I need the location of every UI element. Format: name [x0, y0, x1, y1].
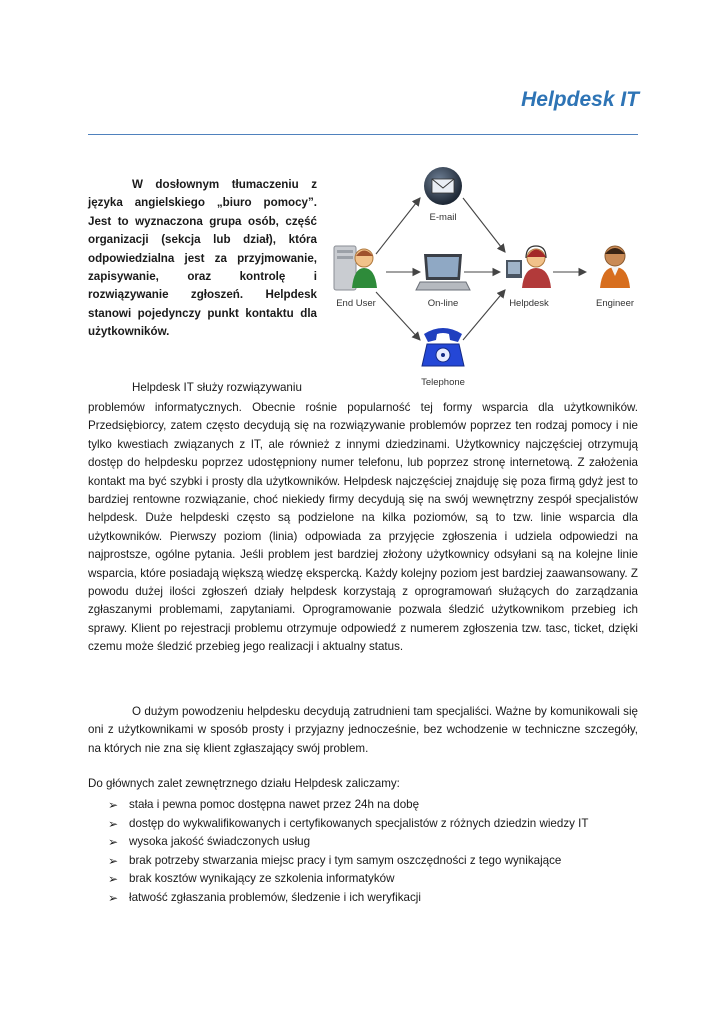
diagram-label-end-user: End User: [336, 298, 376, 309]
list-item: [108, 889, 588, 908]
flow-arrows: [376, 198, 586, 340]
telephone-icon: [422, 328, 464, 366]
helpdesk-diagram: [328, 162, 644, 394]
arrow-bullet-icon: ➢: [108, 890, 119, 905]
paragraph-1: problemów informatycznych. Obecnie rośnie popularność tej formy wsparcia dla użytkowników. Przedsiębiorcy, zatem często decydują się na rozwiązywanie problemów poprzez ten rodzaj pomocy i nie tylko kwestiach związanych z IT, ale również z innymi dziedzinami. Użytkownicy najczęściej otrzymują dostęp do helpdesku poprzez udostępniony numer telefonu, lub poprzez stronę internetową. Z założenia kontakt ma być szybki i prosty dla użytkowników. Helpdesk najczęściej znajduję się poza firmą gdyż jest to bardziej rentowne rozwiązanie, choć niekiedy firmy decydują się na swój wewnętrzny zespół specjalistów helpdesk. Duże helpdeski często są podzielone na kilka poziomów, są to tzw. linie wsparcia dla użytkowników. Pierwszy poziom (linia) odpowiada za przyjęcie zgłoszenia i udziela odpowiedzi na najprostsze, ogólne pytania. Jeśli problem jest bardziej złożony użytkownicy odsyłani są na kolejne linie wsparcia, które posiadają większą wiedzę ekspercką. Każdy kolejny poziom jest bardziej zaawansowany. Z powodu dużej ilości zgłoszeń działy helpdesk korzystają z oprogramowań służących do zarządzania zgłaszanymi problemami, zapytaniami. Oprogramowanie pozwala śledzić użytkownikom przebieg ich sprawy. Klient po rejestracji problemu otrzymuje odpowiedź z numerem zgłoszenia tzw. tasc, ticket, dzięki czemu może śledzić przebieg jego realizacji i aktualny status.: [88, 401, 638, 654]
list-item-text: wysoka jakość świadczonych usług: [129, 835, 311, 849]
list-item: [108, 815, 588, 834]
title-divider: [88, 134, 638, 135]
arrow-bullet-icon: ➢: [108, 835, 119, 850]
helpdesk-operator-icon: [506, 246, 551, 288]
intro-paragraph: W dosłownym tłumaczeniu z języka angielskiego „biuro pomocy”. Jest to wyznaczona grupa osób, część organizacji (sekcja lub dział), która odpowiedzialna jest za przyjmowanie, zapisywanie, oraz kontrolę i rozwiązywanie zgłoszeń. Helpdesk stanowi pojedynczy punkt kontaktu dla użytkowników.: [88, 178, 317, 339]
laptop-icon: [416, 254, 470, 290]
end-user-computer-icon: [334, 246, 377, 290]
diagram-label-engineer: Engineer: [595, 298, 635, 309]
paragraph-1-start: Helpdesk IT służy rozwiązywaniu: [132, 381, 302, 394]
list-item-text: łatwość zgłaszania problemów, śledzenie i ich weryfikacji: [129, 890, 421, 904]
list-item-text: brak potrzeby stwarzania miejsc pracy i tym samym oszczędności z tego wynikające: [129, 853, 562, 867]
diagram-label-helpdesk: Helpdesk: [509, 298, 549, 309]
list-item-text: brak kosztów wynikający ze szkolenia informatyków: [129, 872, 395, 886]
arrow-bullet-icon: ➢: [108, 872, 119, 887]
list-item-text: stała i pewna pomoc dostępna nawet przez 24h na dobę: [129, 798, 420, 811]
arrow-bullet-icon: ➢: [108, 798, 119, 812]
list-item: [108, 833, 588, 852]
list-item: [108, 796, 588, 815]
diagram-graphics: [328, 162, 644, 394]
list-item-text: dostęp do wykwalifikowanych i certyfikowanych specjalistów z różnych dziedzin wiedzy IT: [129, 816, 589, 830]
list-item: [108, 870, 588, 889]
page-title: Helpdesk IT: [521, 88, 639, 111]
engineer-icon: [600, 246, 630, 288]
list-item: [108, 852, 588, 871]
benefits-list: [108, 796, 588, 908]
diagram-label-telephone: Telephone: [421, 377, 465, 388]
arrow-bullet-icon: ➢: [108, 816, 119, 831]
diagram-label-online: On-line: [427, 298, 459, 309]
benefits-heading: Do głównych zalet zewnętrznego działu Helpdesk zaliczamy:: [88, 777, 400, 790]
email-envelope-icon: [424, 167, 462, 205]
arrow-bullet-icon: ➢: [108, 853, 119, 868]
diagram-label-email: E-mail: [429, 212, 457, 223]
paragraph-2: O dużym powodzeniu helpdesku decydują zatrudnieni tam specjaliści. Ważne by komunikowali się oni z użytkownikami w sposób prosty i przyjazny jednocześnie, bez wchodzenie w techniczne szczegóły, na których nie zna się klient zgłaszający swój problem.: [88, 705, 638, 755]
